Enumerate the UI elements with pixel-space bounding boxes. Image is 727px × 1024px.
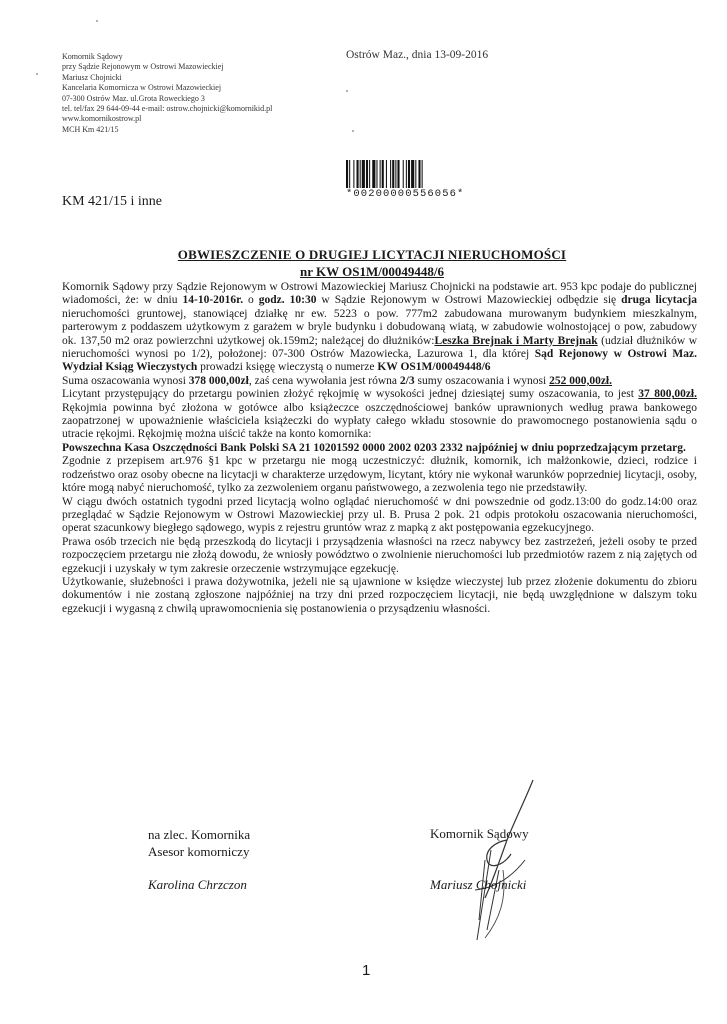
barcode-bar [369,160,370,188]
starting-price: 252 000,00zł. [549,374,613,387]
barcode-bar [366,160,368,188]
auction-time: godz. 10:30 [258,294,317,307]
header-line: www.komornikostrow.pl [62,114,142,124]
assessor-title: Asesor komorniczy [148,844,250,859]
page-number: 1 [362,962,371,979]
text: sumy oszacowania i wynosi [414,374,550,387]
bank-account: Powszechna Kasa Oszczędności Bank Polski SA 21 10201592 0000 2002 0203 2332 najpóźniej w dniu poprzedzającym przetarg. [62,441,686,454]
header-line: przy Sądzie Rejonowym w Ostrowi Mazowieckiej [62,62,224,72]
barcode-bar [395,160,396,188]
paragraph-valuation [62,375,697,388]
scan-speck [36,73,38,75]
paragraph-viewing: W ciągu dwóch ostatnich tygodni przed licytacją wolno oglądać nieruchomość w dni powszednie od godz.13:00 do godz.14:00 oraz przeglądać w Sądzie Rejonowym w Ostrowi Mazowieckiej przy ul. B. Prusa 2 pok. 21 odpis protokołu oszacowania nieruchomości, operat szacunkowy biegłego sądowego, wypis z rejestru gruntów wraz z mapką z akt postępowania egzekucyjnego. [62,495,697,535]
text: Rękojmia powinna być złożona w gotówce albo książeczce oszczędnościowej banków uprawnionych według prawa bankowego zaopatrzonej w upoważnienie właściciela książeczki do wypłaty całego wkładu stosownie do prawomocnego postanowienia sądu o utracie rękojmi. Rękojmię można uiścić także na konto komornika: [62,401,697,441]
paragraph-easements: Użytkowanie, służebności i prawa dożywotnika, jeżeli nie są ujawnione w księdze wieczystej lub przez złożenie dokumentu do zbioru dokumentów i nie zostaną zgłoszone najpóźniej na trzy dni przed rozpoczęciem licytacji, nie będą uwzględnione w dalszym toku egzekucji i wygasną z chwilą uprawomocnienia się postanowienia o przysądzeniu własności. [62,575,697,615]
scan-speck [346,90,348,92]
barcode [346,160,494,200]
bailiff-name: Mariusz Chojnicki [430,877,527,892]
barcode-bar [346,160,348,188]
barcode-bar [406,160,407,188]
paragraph-third-party-rights: Prawa osób trzecich nie będą przeszkodą do licytacji i przysądzenia własności na rzecz nabywcy bez zastrzeżeń, jeżeli osoby te przed rozpoczęciem przetargu nie złożą dowodu, że wniosły powództwo o zwolnienie nieruchomości lub przedmiotów razem z nią zajętych od egzekucji i uzyskały w tym zakresie orzeczenie wstrzymujące egzekucję. [62,535,697,575]
barcode-bar [418,160,420,188]
text: w Sądzie Rejonowym w Ostrowi Mazowieckiej odbędzie się [316,294,622,307]
barcode-bar [415,160,416,188]
fraction: 2/3 [399,374,415,387]
barcode-bar [353,160,354,188]
text: o [243,294,259,307]
barcode-bar [408,160,410,188]
on-behalf-label: na zlec. Komornika [148,827,251,842]
notice-title-text: OBWIESZCZENIE O DRUGIEJ LICYTACJI NIERUCHOMOŚCI [177,247,567,262]
header-line: tel. tel/fax 29 644-09-44 e-mail: ostrow.chojnicki@komornikid.pl [62,104,273,114]
barcode-text: *00200000556056* [346,188,465,200]
assessor-name: Karolina Chrzczon [148,877,247,892]
barcode-bar [390,160,391,188]
auction-date: 14-10-2016r. [182,294,244,307]
header-line: MCH Km 421/15 [62,124,119,134]
header-line: 07-300 Ostrów Maz. ul.Grota Roweckiego 3 [62,93,205,103]
barcode-bar [376,160,377,188]
bailiff-title: Komornik Sądowy [430,826,529,841]
scan-speck [96,20,98,22]
barcode-bar [372,160,375,188]
text: Suma oszacowania wynosi [62,374,189,387]
barcode-bar [357,160,359,188]
barcode-bar [349,160,350,188]
case-reference: KM 421/15 i inne [62,194,162,209]
land-register-number [62,264,682,280]
text: prowadzi księgę wieczystą o numerze [197,361,378,374]
notice-body [62,281,697,616]
barcode-bar [392,160,394,188]
debtor-names: Leszka Brejnak i Marty Brejnak [434,334,598,347]
header-line: Mariusz Chojnicki [62,72,122,82]
place-and-date: Ostrów Maz., dnia 13-09-2016 [346,49,489,61]
barcode-bar [403,160,404,188]
assessor-signature-block [148,826,250,860]
barcode-bar [422,160,423,188]
barcode-bars [346,160,494,188]
valuation-sum: 378 000,00zł [188,374,249,387]
paragraph-exclusions: Zgodnie z przepisem art.976 §1 kpc w przetargu nie mogą uczestniczyć: dłużnik, komornik, ich małżonkowie, dzieci, rodzice i rodzeństwo oraz osoby obecne na licytacji w charakterze urzędowym, licytant, który nie wykonał warunków poprzedniej licytacji, osoby, które mogą nabyć nieruchomość, tylko za zezwoleniem organu państwowego, a zezwolenia tego nie przedstawiły. [62,455,697,495]
header-line: Komornik Sądowy [62,52,123,61]
register-number: KW OS1M/00049448/6 [377,361,491,374]
barcode-bar [380,160,381,188]
barcode-bar [386,160,387,188]
text: Licytant przystępujący do przetargu powinien złożyć rękojmię w wysokości jednej dziesiątej sumy oszacowania, to jest [62,388,639,401]
scan-speck [352,130,354,132]
text: (udział dłużników w nieruchomości wynosi po 1/2), położonej: 07-300 Ostrów Mazowiecka, Lazurowa 1, dla której [62,334,697,361]
barcode-bar [360,160,361,188]
deposit-amount: 37 800,00zł. [638,388,697,401]
text: , zaś cena wywołania jest równa [248,374,400,387]
barcode-bar [362,160,365,188]
text: Komornik Sądowy przy Sądzie Rejonowym w Ostrowi Mazowieckiej Mariusz Chojnicki na podstawie art. 953 kpc podaje do publicznej wiadomości, że: w dniu [62,281,697,307]
header-line: Kancelaria Komornicza w Ostrowi Mazowieckiej [62,83,222,93]
paragraph-auction-details [62,281,697,375]
auction-type: druga licytacja [621,294,697,307]
notice-title [62,247,682,263]
barcode-bar [411,160,414,188]
paragraph-deposit [62,388,697,442]
bailiff-header [62,52,272,135]
text: nieruchomości gruntowej, stanowiącej działkę nr ew. 5223 o pow. 777m2 zabudowana murowanym budynkiem mieszkalnym, parterowym z poddaszem użytkowym z garażem w bryle budynku i dobudowaną wiatą, w zabudowie wolnostojącej o pow, zabudowy ok. 137,50 m2 oraz powierzchni użytkowej ok.159m2; należącej do dłużników: [62,307,697,347]
land-register-number-text: nr KW OS1M/00049448/6 [300,264,444,279]
barcode-bar [397,160,399,188]
handwritten-signature [415,770,555,950]
court-name: Sąd Rejonowy w Ostrowi Maz. Wydział Ksiąg Wieczystych [62,348,697,374]
barcode-bar [382,160,384,188]
